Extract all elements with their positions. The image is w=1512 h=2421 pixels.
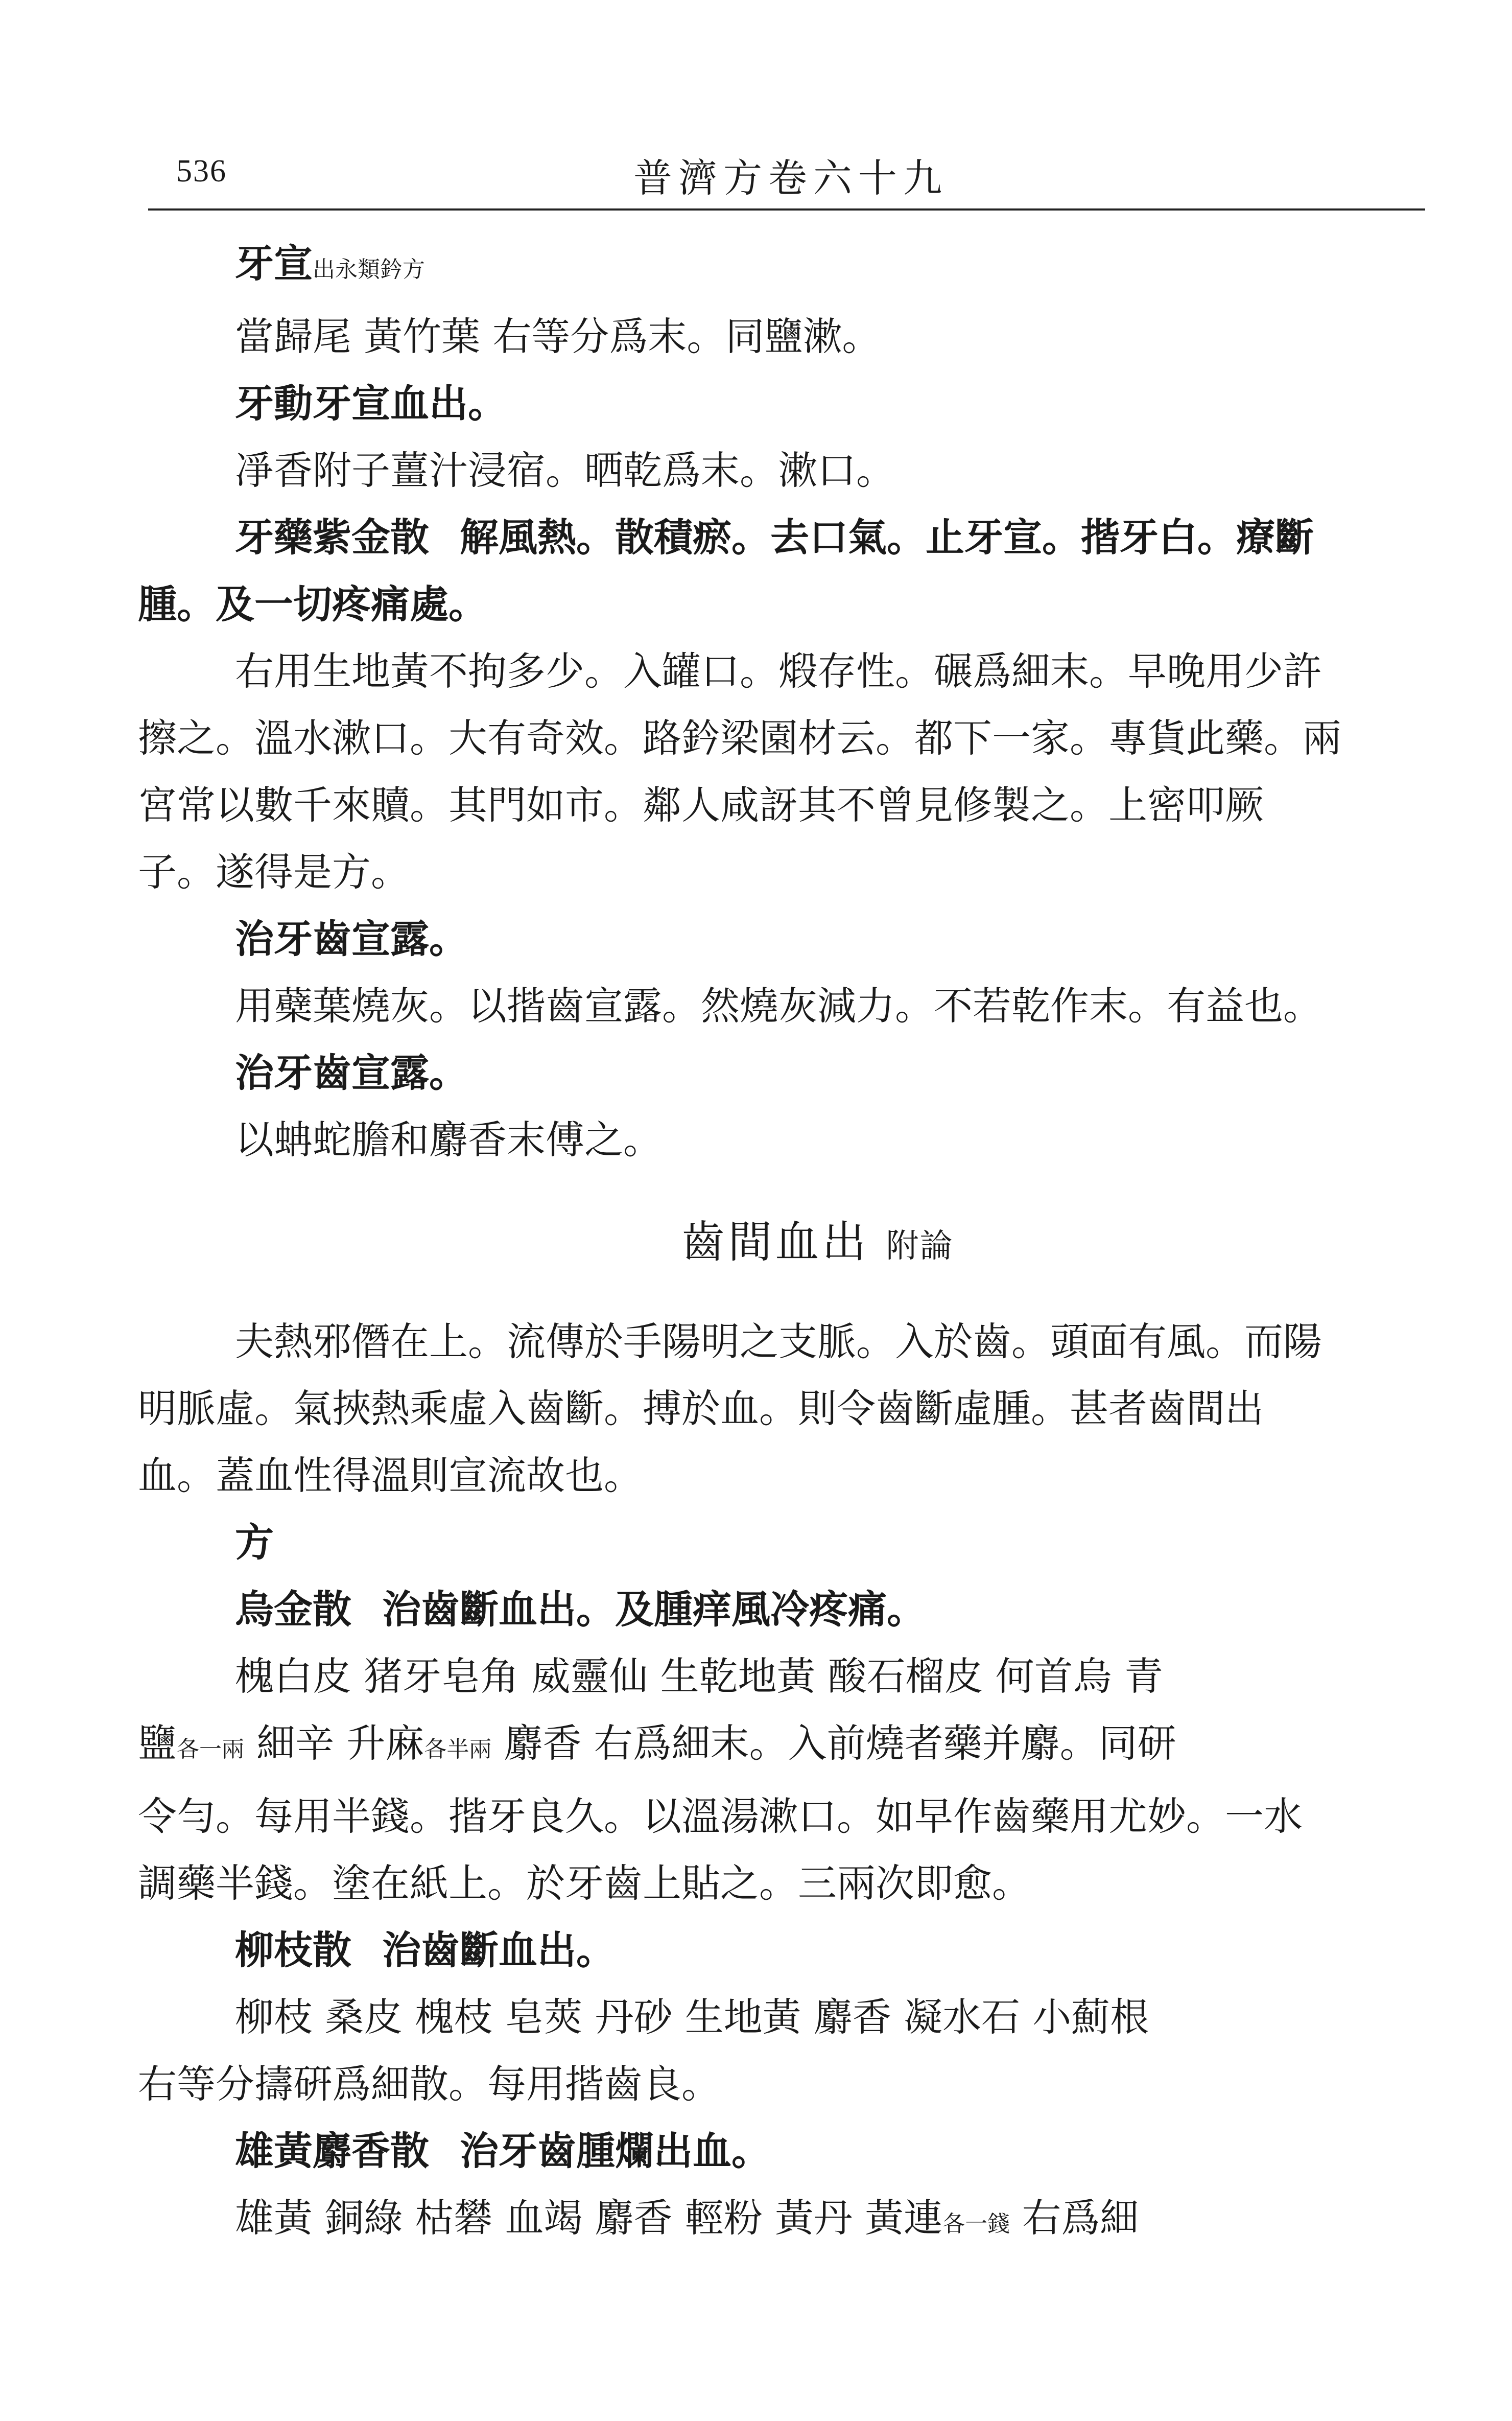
recipe-text: 細辛 升麻 [244,1720,424,1766]
essay-text: 夫熱邪僭在上。流傳於手陽明之支脈。入於齒。頭面有風。而陽 [235,1319,1322,1364]
entry-title: 烏金散 [235,1587,351,1632]
source-note: 出永類鈐方 [313,257,425,283]
recipe-text: 擦之。溫水漱口。大有奇效。路鈐梁園材云。都下一家。專貨此藥。兩 [138,715,1341,761]
entry-title: 牙藥紫金散 [235,515,429,560]
recipe-text: 宮常以數千來贖。其門如市。鄰人咸訝其不曾見修製之。上密叩厥 [138,782,1264,828]
recipe-text: 柳枝 桑皮 槐枝 皂莢 丹砂 生地黃 麝香 凝水石 小薊根 [235,1994,1149,2040]
entry-title: 治牙齒宣露。 [235,916,468,962]
dosage-note: 各半兩 [424,1736,492,1762]
recipe-text-line [138,2184,1415,2257]
recipe-text: 子。遂得是方。 [138,849,410,895]
essay-text: 血。蓋血性得溫則宣流故也。 [138,1453,643,1498]
page-body [138,230,1415,2257]
entry-description: 治齒斷血出。及腫痒風冷疼痛。 [382,1587,926,1632]
formula-label: 方 [235,1520,274,1565]
essay-text: 明脈虛。氣挾熱乘虛入齒斷。搏於血。則令齒斷虛腫。甚者齒間出 [138,1386,1264,1431]
recipe-text: 調藥半錢。塗在紙上。於牙齒上貼之。三兩次即愈。 [138,1860,1031,1906]
section-heading [138,1209,1415,1280]
entry-title-line [138,504,1415,571]
recipe-text: 雄黃 銅綠 枯礬 血竭 麝香 輕粉 黃丹 黃連 [235,2195,943,2241]
dosage-note: 各一錢 [942,2211,1010,2237]
recipe-text: 右爲細 [1010,2195,1139,2241]
recipe-text: 右等分擣硏爲細散。每用揩齒良。 [138,2061,720,2107]
section-heading-sub: 附論 [886,1227,954,1265]
entry-title-line [138,230,1415,303]
entry-description: 解風熱。散積瘀。去口氣。止牙宣。揩牙白。療斷 [460,515,1314,560]
entry-title: 柳枝散 [235,1927,351,1973]
page-number: 536 [176,154,227,189]
entry-description: 治牙齒腫爛出血。 [460,2128,770,2174]
running-title: 普濟方卷六十九 [633,155,948,201]
recipe-text-line [138,1710,1415,1783]
entry-description-cont: 腫。及一切疼痛處。 [138,581,487,627]
entry-title-line [138,1576,1415,1643]
recipe-text: 槐白皮 猪牙皂角 威靈仙 生乾地黃 酸石榴皮 何首烏 青 [235,1654,1163,1699]
entry-title: 雄黃麝香散 [235,2128,429,2174]
recipe-text: 麝香 右爲細末。入前燒者藥并麝。同研 [491,1720,1176,1766]
recipe-text: 右用生地黃不拘多少。入罐口。煅存性。碾爲細末。早晚用少許 [235,648,1322,694]
entry-title-line [138,1917,1415,1984]
entry-description: 治齒斷血出。 [382,1927,615,1973]
entry-title: 牙宣 [235,241,313,286]
section-heading-main: 齒間血出 [681,1217,869,1268]
entry-title-line [138,2117,1415,2184]
recipe-text: 凈香附子薑汁浸宿。晒乾爲末。漱口。 [235,448,895,493]
recipe-text: 當歸尾 黃竹葉 右等分爲末。同鹽漱。 [235,314,881,359]
dosage-note: 各一兩 [177,1736,244,1762]
recipe-text: 鹽 [138,1720,177,1766]
recipe-text: 令勻。每用半錢。揩牙良久。以溫湯漱口。如早作齒藥用尤妙。一水 [138,1794,1303,1839]
entry-title: 牙動牙宣血出。 [235,381,507,426]
header-rule [148,208,1425,211]
recipe-text: 以蚺蛇膽和麝香末傅之。 [235,1117,662,1162]
entry-title: 治牙齒宣露。 [235,1050,468,1096]
recipe-text: 用蘗葉燒灰。以揩齒宣露。然燒灰減力。不若乾作末。有益也。 [235,983,1322,1029]
